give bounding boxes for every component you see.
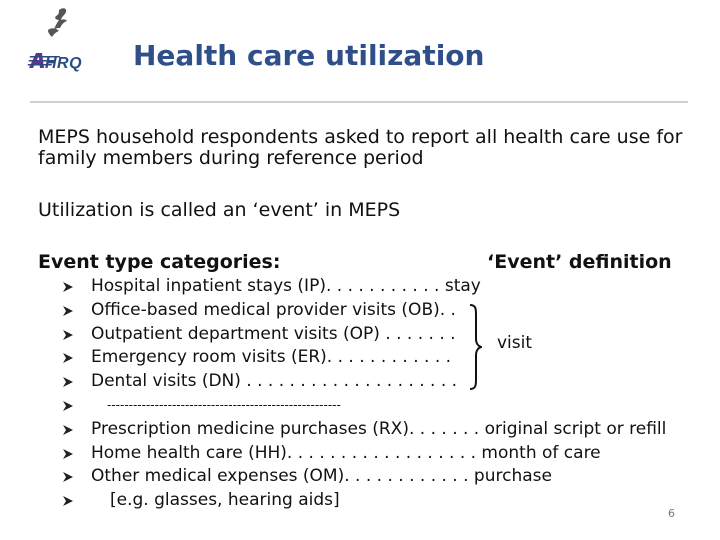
slide-title: Health care utilization: [133, 39, 485, 72]
page-number: 6: [668, 507, 675, 520]
title-divider: [30, 101, 688, 103]
ahrq-logo: [26, 4, 106, 72]
arrow-bullet-icon: [62, 495, 74, 507]
bullet-text: Dental visits (DN) . . . . . . . . . . . . . . . . . . . .: [91, 371, 458, 392]
bullet-text: Emergency room visits (ER). . . . . . . . . . . .: [91, 347, 452, 368]
bullet-text: Office-based medical provider visits (OB). .: [91, 299, 456, 320]
ahrq-wordmark: [28, 53, 83, 72]
right-brace: [468, 303, 482, 391]
arrow-bullet-icon: [62, 329, 74, 341]
event-definition-heading: ‘Event’ definition: [487, 251, 672, 273]
bullet-text: Prescription medicine purchases (RX). . . . . . . original script or refill: [91, 418, 667, 439]
bullet-text: Home health care (HH). . . . . . . . . . . . . . . . . . month of care: [91, 442, 601, 463]
utilization-note: Utilization is called an ‘event’ in MEPS: [38, 199, 401, 221]
arrow-bullet-icon: [62, 471, 74, 483]
arrow-bullet-icon: [62, 352, 74, 364]
visit-definition: visit: [497, 333, 533, 353]
separator-line: ------------------------------------------------------: [107, 397, 341, 412]
arrow-bullet-icon: [62, 424, 74, 436]
bullet-text: [e.g. glasses, hearing aids]: [110, 490, 340, 511]
hhs-eagle-icon: [48, 8, 67, 37]
svg-text:HRQ: HRQ: [45, 55, 83, 72]
arrow-bullet-icon: [62, 376, 74, 388]
bullet-text: Outpatient department visits (OP) . . . . . . .: [91, 323, 456, 344]
bullet-text: Hospital inpatient stays (IP). . . . . . . . . . . stay: [91, 276, 481, 296]
arrow-bullet-icon: [62, 400, 74, 412]
arrow-bullet-icon: [62, 448, 74, 460]
event-type-heading: Event type categories:: [38, 251, 281, 273]
arrow-bullet-icon: [62, 305, 74, 317]
bullet-text: Other medical expenses (OM). . . . . . . . . . . . purchase: [91, 466, 552, 487]
intro-text: MEPS household respondents asked to report all health care use for family members during reference period: [38, 126, 683, 169]
arrow-bullet-icon: [62, 281, 74, 293]
